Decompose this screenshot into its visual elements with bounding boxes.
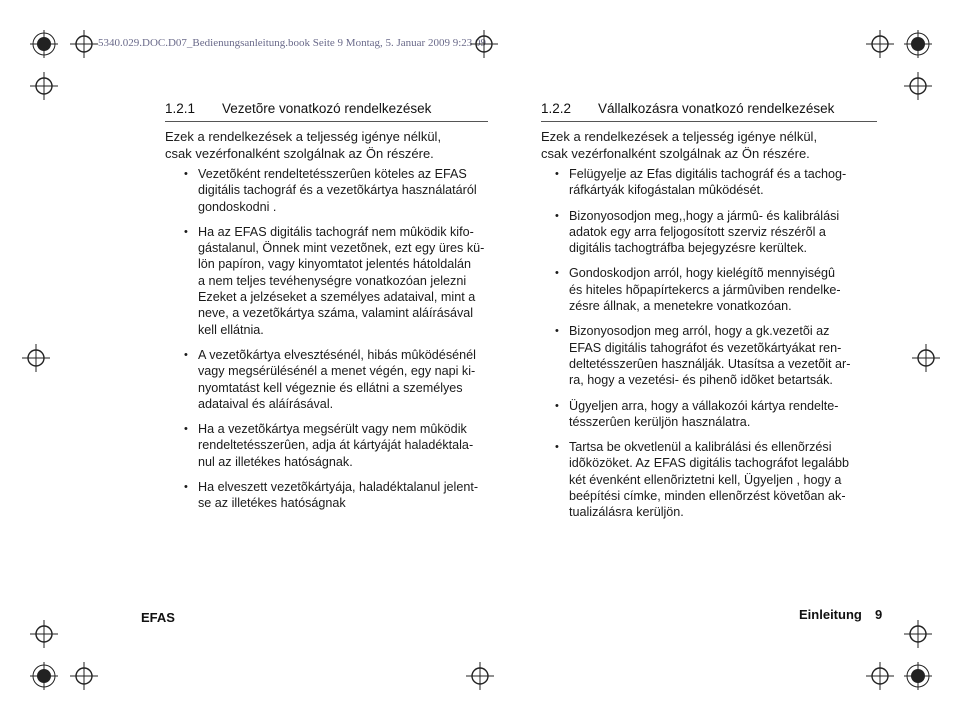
- list-item-line: két évenként ellenõriztetni kell, Ügyeljen , hogy a: [569, 472, 842, 487]
- section-intro: [541, 129, 817, 162]
- crosshair-mark-icon: [30, 72, 58, 100]
- list-item-line: lön papíron, vagy kinyomtatot jelentés hátoldalán: [198, 257, 472, 272]
- crosshair-mark-icon: [70, 662, 98, 690]
- list-item: [555, 265, 885, 314]
- list-item-line: • Bizonyosodjon meg arról, hogy a gk.vezetõi az: [569, 324, 830, 339]
- list-item-line: tualizálásra kerüljön.: [569, 505, 684, 520]
- intro-line: Ezek a rendelkezések a teljesség igénye nélkül,: [541, 129, 818, 144]
- section-title: Vállalkozásra vonatkozó rendelkezések: [598, 101, 835, 116]
- list-item: [184, 347, 530, 412]
- section-heading-company: [541, 101, 834, 116]
- list-item-line: zésre állnak, a menetekre vonatkozóan.: [569, 299, 792, 314]
- list-item-line: • A vezetõkártya elvesztésénél, hibás mûködésénél: [198, 347, 476, 362]
- registration-mark-icon: [904, 30, 932, 58]
- list-item: [555, 439, 885, 520]
- registration-mark-icon: [30, 30, 58, 58]
- list-item-line: • Gondoskodjon arról, hogy kielégítõ mennyiségû: [569, 266, 836, 281]
- company-rules-list: [555, 166, 885, 530]
- list-item-line: • Vezetõként rendeltetésszerûen köteles az EFAS: [198, 167, 467, 181]
- list-item-line: digitális tachográf és a vezetõkártya használatáról: [198, 183, 477, 198]
- section-number: 1.2.1: [165, 101, 196, 116]
- registration-mark-icon: [904, 662, 932, 690]
- list-item-line: ra, hogy a vezetési- és pihenõ idõket betartsák.: [569, 373, 833, 388]
- list-item-line: nul az illetékes hatóságnak.: [198, 454, 353, 469]
- list-item-line: digitális tachogtráfba bejegyzésre kerültek.: [569, 241, 808, 256]
- list-item-line: beépítési címke, minden ellenõrzést követõan ak-: [569, 489, 846, 504]
- list-item-line: ráfkártyák kifogástalan mûködését.: [569, 183, 764, 198]
- list-item-line: gondoskodni .: [198, 199, 277, 214]
- section-title: Vezetõre vonatkozó rendelkezések: [222, 101, 432, 116]
- list-item-line: adataival és aláírásával.: [198, 396, 334, 411]
- list-item-line: deltetésszerûen használják. Utasítsa a vezetõit ar-: [569, 356, 851, 371]
- list-item-line: vagy megsérülésénél a menet végén, egy napi ki-: [198, 364, 476, 379]
- list-item-line: a nem teljes tevéhenységre vonatkozóan jelezni: [198, 273, 467, 288]
- list-item: [184, 224, 530, 338]
- list-item-line: • Bizonyosodjon meg,,hogy a jármû- és kalibrálási: [569, 208, 840, 223]
- running-header: 5340.029.DOC.D07_Bedienungsanleitung.book Seite 9 Montag, 5. Januar 2009 9:23 09: [98, 37, 487, 49]
- section-heading-driver: [165, 101, 431, 116]
- list-item-line: EFAS digitális tahográfot és vezetõkártyákat ren-: [569, 340, 842, 355]
- list-item-line: se az illetékes hatóságnak: [198, 496, 346, 511]
- crosshair-mark-icon: [866, 30, 894, 58]
- crosshair-mark-icon: [22, 344, 50, 372]
- list-item-line: tésszerûen kerüljön használatra.: [569, 414, 751, 429]
- list-item-line: neve, a vezetõkártya száma, valamint aláírásával: [198, 306, 474, 321]
- footer-section: Einleitung: [799, 607, 862, 622]
- crosshair-mark-icon: [866, 662, 894, 690]
- list-item-line: rendeltetésszerûen, adja át kártyáját haladéktala-: [198, 438, 474, 453]
- heading-rule: [541, 121, 877, 122]
- crosshair-mark-icon: [470, 30, 498, 58]
- crosshair-mark-icon: [30, 620, 58, 648]
- intro-line: Ezek a rendelkezések a teljesség igénye nélkül,: [165, 129, 442, 144]
- driver-rules-list: [184, 166, 530, 521]
- list-item-line: • Ha az EFAS digitális tachográf nem mûködik kifo-: [198, 224, 474, 239]
- list-item-line: • Ha a vezetõkártya megsérült vagy nem mûködik: [198, 422, 467, 437]
- crosshair-mark-icon: [912, 344, 940, 372]
- list-item-line: • Tartsa be okvetlenül a kalibrálási és ellenõrzési: [569, 440, 832, 455]
- list-item-line: kell ellátnia.: [198, 322, 264, 337]
- list-item-line: • Ha elveszett vezetõkártyája, haladéktalanul jelent-: [198, 480, 479, 495]
- list-item: [555, 398, 885, 431]
- list-item: [555, 208, 885, 257]
- list-item-line: Ezeket a jelzéseket a személyes adataival, mint a: [198, 290, 476, 305]
- list-item-line: nyomtatást kell végeznie és ellátni a személyes: [198, 380, 463, 395]
- list-item-line: gástalanul, Önnek mint vezetõnek, ezt egy üres kü-: [198, 241, 485, 256]
- intro-line: csak vezérfonalként szolgálnak az Ön részére.: [541, 145, 810, 161]
- list-item-line: és hiteles hõpapírtekercs a jármûviben rendelke-: [569, 282, 841, 297]
- list-item-line: idõközöket. Az EFAS digitális tachográfot legalább: [569, 456, 850, 471]
- heading-rule: [165, 121, 488, 122]
- list-item: [184, 479, 530, 512]
- list-item: [184, 421, 530, 470]
- list-item: [555, 166, 885, 199]
- crosshair-mark-icon: [904, 620, 932, 648]
- footer-brand: EFAS: [141, 610, 175, 625]
- section-number: 1.2.2: [541, 101, 572, 116]
- registration-mark-icon: [30, 662, 58, 690]
- crosshair-mark-icon: [904, 72, 932, 100]
- list-item: [555, 323, 885, 388]
- crosshair-mark-icon: [466, 662, 494, 690]
- crosshair-mark-icon: [70, 30, 98, 58]
- intro-line: csak vezérfonalként szolgálnak az Ön részére.: [165, 145, 434, 161]
- list-item-line: adatok egy arra feljogosított szerviz részérõl a: [569, 224, 826, 239]
- list-item-line: • Felügyelje az Efas digitális tachográf és a tachog-: [569, 167, 847, 181]
- page-number: 9: [875, 607, 883, 622]
- section-intro: [165, 129, 441, 162]
- list-item: [184, 166, 530, 215]
- list-item-line: • Ügyeljen arra, hogy a vállakozói kártya rendelte-: [569, 398, 839, 413]
